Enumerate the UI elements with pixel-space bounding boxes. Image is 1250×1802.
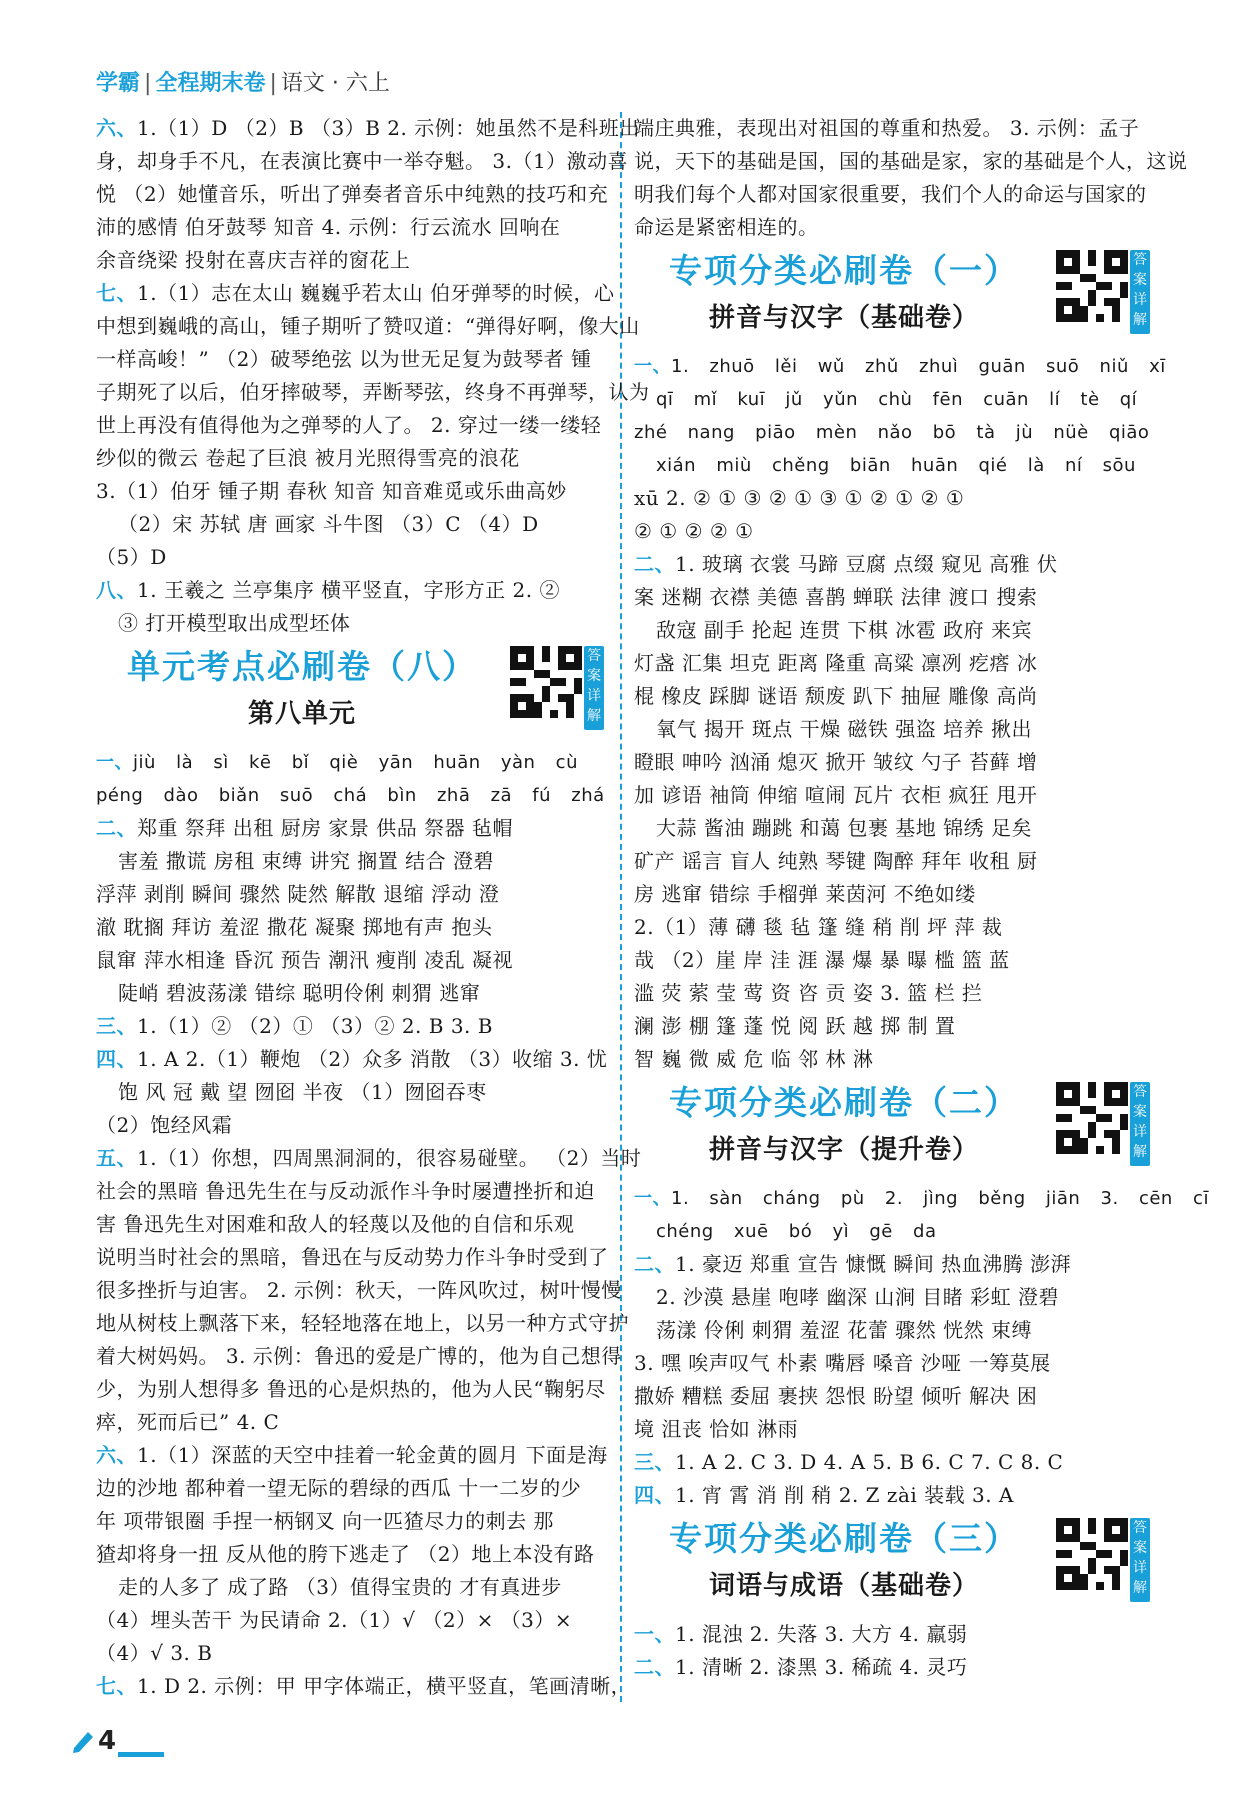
answer-line [96,1439,608,1472]
answer-text: 饱 风 冠 戴 望 囫囵 半夜 （1）囫囵吞枣 [118,1080,487,1104]
answer-text: 端庄典雅，表现出对祖国的尊重和热爱。 3. 示例：孟子 [634,116,1140,140]
question-number: 五、 [96,1146,137,1170]
section-subtitle: 拼音与汉字（提升卷） [708,1135,979,1165]
answer-line [634,878,1154,911]
brand-name: 学霸 [96,71,141,96]
answer-line [96,244,608,277]
answer-text: 3.（1）伯牙 锺子期 春秋 知音 知音难觅或乐曲高妙 [96,479,567,503]
answer-text: 境 沮丧 恰如 淋雨 [634,1417,799,1441]
answer-text: 悦 （2）她懂音乐，听出了弹奏者音乐中纯熟的技巧和充 [96,182,609,206]
answer-line [96,1109,608,1142]
question-number: 二、 [634,552,675,576]
answer-text: 1.（1）志在太山 巍巍乎若太山 伯牙弹琴的时候，心 [137,281,615,305]
answer-line [96,178,608,211]
answer-detail-tag: 答 案 详 解 [1130,250,1150,334]
qr-code-icon[interactable] [1056,1518,1128,1590]
answer-line [634,515,1154,548]
answer-text: 澈 耽搁 拜访 羞涩 撒花 凝聚 掷地有声 抱头 [96,915,493,939]
section-answers [634,1618,1154,1684]
answer-text: 世上再没有值得他为之弹琴的人了。 2. 穿过一缕一缕轻 [96,413,602,437]
answer-text: 地从树枝上飘落下来，轻轻地落在地上，以另一种方式守护 [96,1311,629,1335]
answer-line [96,1043,608,1076]
answer-text: 2.（1）薄 礴 毯 毡 篷 缝 稍 削 坪 萍 裁 [634,915,1003,939]
answer-text: 命运是紧密相连的。 [634,215,819,239]
answer-text: 害羞 撒谎 房租 束缚 讲究 搁置 结合 澄碧 [118,849,495,873]
answer-line [96,112,640,145]
left-column [96,112,650,1703]
answer-text: 社会的黑暗 鲁迅先生在与反动派作斗争时屡遭挫折和迫 [96,1179,595,1203]
answer-text: 荡漾 伶俐 刺猬 羞涩 花蕾 骤然 恍然 束缚 [656,1318,1033,1342]
question-number: 二、 [634,1655,675,1679]
answer-text: 敌寇 副手 抡起 连贯 下棋 冰雹 政府 来宾 [656,618,1033,642]
answer-text: 子期死了以后，伯牙摔破琴，弄断琴弦，终身不再弹琴，认为 [96,380,650,404]
answer-text: 1. zhuō lěi wǔ zhǔ zhuì guān suō niǔ xī [671,356,1166,377]
answer-line [634,1479,1154,1512]
right-sections [634,250,1209,1684]
answer-line [634,1380,1154,1413]
question-number: 六、 [96,116,137,140]
answer-line [634,1215,1154,1248]
answer-line [96,1076,608,1109]
answer-line [96,442,608,475]
question-number: 七、 [96,1674,137,1698]
answer-text: ② ① ② ② ① [634,519,754,543]
answer-text: 2. 沙漠 悬崖 咆哮 幽深 山涧 目睹 彩虹 澄碧 [656,1285,1059,1309]
answer-line [634,647,1154,680]
answer-line [634,416,1154,449]
answer-text: 余音绕梁 投射在喜庆吉祥的窗花上 [96,248,411,272]
answer-text: 一样高峻！” （2）破琴绝弦 以为世无足复为鼓琴者 锺 [96,347,592,371]
answer-line [96,145,629,178]
right-answers-top [634,112,1188,244]
answer-text: 中想到巍峨的高山，锺子期听了赞叹道：“弹得好啊，像大山 [96,314,640,338]
answer-line [634,581,1154,614]
left-answers-top [96,112,650,640]
answer-text: 澜 澎 棚 篷 蓬 悦 阅 跃 越 掷 制 置 [634,1014,956,1038]
answer-text: 1. A 2.（1）鞭炮 （2）众多 消散 （3）收缩 3. 忧 [137,1047,608,1071]
left-section-header [96,646,608,742]
answer-line [634,1182,1209,1215]
answer-text: （4）√ 3. B [96,1641,213,1665]
question-number: 一、 [634,1188,671,1209]
section-header [634,1082,1154,1178]
answer-line [634,1413,1154,1446]
section-subtitle: 词语与成语（基础卷） [708,1571,979,1601]
section-subtitle: 第八单元 [247,699,356,729]
question-number: 二、 [634,1252,675,1276]
header-separator: | [144,71,152,96]
answer-text: 鼠窜 萍水相逢 昏沉 预告 潮汛 瘦削 凌乱 凝视 [96,948,514,972]
answer-text: 着大树妈妈。 3. 示例：鲁迅的爱是广博的，他为自己想得 [96,1344,622,1368]
series-name: 全程期末卷 [155,71,266,96]
answer-line [634,1347,1154,1380]
answer-line [634,350,1166,383]
section-title: 专项分类必刷卷（三） [669,1519,1019,1558]
answer-line [634,1314,1154,1347]
answer-line [96,475,608,508]
answer-line [634,1446,1154,1479]
answer-text: 1. 豪迈 郑重 宣告 慷慨 瞬间 热血沸腾 澎湃 [675,1252,1072,1276]
section-title: 专项分类必刷卷（二） [669,1083,1019,1122]
column-divider [620,112,622,1702]
answer-text: zhé nang piāo mèn nǎo bō tà jù nüè qiāo [634,422,1150,443]
answer-text: 大蒜 酱油 蹦跳 和蔼 包裹 基地 锦绣 足矣 [656,816,1033,840]
answer-text: 1. 玻璃 衣裳 马蹄 豆腐 点缀 窥见 高雅 伏 [675,552,1058,576]
pencil-icon [70,1728,96,1754]
answer-line [96,508,608,541]
answer-line [634,1651,1154,1684]
answer-text: 房 逃窜 错综 手榴弹 莱茵河 不绝如缕 [634,882,976,906]
answer-text: qī mǐ kuī jǔ yǔn chù fēn cuān lí tè qí [656,389,1138,410]
answer-line [96,878,608,911]
answer-text: 哉 （2）崖 岸 洼 涯 瀑 爆 暴 曝 槛 篮 蓝 [634,948,1010,972]
answer-line [96,574,608,607]
answer-text: 年 项带银圈 手捏一柄钢叉 向一匹猹尽力的刺去 那 [96,1509,554,1533]
header-separator: | [269,71,277,96]
answer-text: 智 巍 微 威 危 临 邻 林 淋 [634,1047,874,1071]
answer-text: 案 迷糊 衣襟 美德 喜鹊 蝉联 法律 渡口 搜索 [634,585,1038,609]
answer-line [96,1274,622,1307]
section-subtitle: 拼音与汉字（基础卷） [708,303,979,333]
question-number: 八、 [96,578,137,602]
answer-line [634,713,1154,746]
answer-line [96,277,615,310]
answer-line [96,1010,608,1043]
answer-text: jiù là sì kē bǐ qiè yān huān yàn cù [133,752,578,773]
answer-text: 瘁，死而后已” 4. C [96,1410,280,1434]
answer-text: 明我们每个人都对国家很重要，我们个人的命运与国家的 [634,182,1147,206]
answer-line [96,1307,629,1340]
answer-line [96,1637,608,1670]
answer-text: 身，却身手不凡，在表演比赛中一举夺魁。 3.（1）激动喜 [96,149,629,173]
answer-text: 矿产 谣言 盲人 纯熟 琴键 陶醉 拜年 收租 厨 [634,849,1038,873]
question-number: 二、 [96,816,137,840]
answer-text: 灯盏 汇集 坦克 距离 隆重 高粱 凛冽 疙瘩 冰 [634,651,1038,675]
answer-line [96,1406,608,1439]
answer-line [634,449,1154,482]
answer-detail-tag: 答 案 详 解 [584,646,604,730]
answer-text: （2）饱经风霜 [96,1113,233,1137]
answer-line [96,376,650,409]
question-number: 三、 [634,1450,675,1474]
answer-text: 1.（1）你想，四周黑洞洞的，很容易碰壁。 （2）当时 [137,1146,642,1170]
answer-text: chéng xuē bó yì gē da [656,1221,937,1242]
section-answers [634,1182,1209,1512]
answer-line [96,1208,608,1241]
answer-detail-tag: 答 案 详 解 [1130,1082,1150,1166]
answer-text: 3. 嘿 唉声叹气 朴素 嘴唇 嗓音 沙哑 一筹莫展 [634,1351,1051,1375]
answer-text: （2）宋 苏轼 唐 画家 斗牛图 （3）C （4）D [118,512,539,536]
answer-line [96,812,608,845]
answer-line [96,1472,608,1505]
answer-line [634,845,1154,878]
answer-line [96,1175,608,1208]
right-column [634,112,1209,1684]
answer-text: 1. D 2. 示例：甲 甲字体端正，横平竖直，笔画清晰， [137,1674,632,1698]
question-number: 四、 [96,1047,137,1071]
answer-text: 走的人多了 成了路 （3）值得宝贵的 才有真进步 [118,1575,562,1599]
page-header [96,66,390,97]
answer-text: ③ 打开模型取出成型坯体 [118,611,351,635]
answer-line [96,1373,608,1406]
answer-line [96,1571,608,1604]
answer-line [634,1248,1154,1281]
page-number: 4 [98,1726,117,1756]
question-number: 七、 [96,281,137,305]
answer-line [96,1505,608,1538]
subject-label: 语文 · 六上 [280,71,390,96]
answer-line [96,1538,608,1571]
answer-text: 1.（1）D （2）B （3）B 2. 示例：她虽然不是科班出 [137,116,640,140]
answer-line [634,1043,1154,1076]
qr-code-icon[interactable] [1056,250,1128,322]
answer-line [96,1241,608,1274]
question-number: 一、 [634,356,671,377]
answer-line [634,548,1154,581]
section-header [634,250,1154,346]
answer-line [96,977,608,1010]
answer-line [96,607,608,640]
left-answers-bottom [96,746,642,1703]
answer-line [634,1281,1154,1314]
answer-text: 纱似的微云 卷起了巨浪 被月光照得雪亮的浪花 [96,446,520,470]
answer-text: 边的沙地 都种着一望无际的碧绿的西瓜 十一二岁的少 [96,1476,582,1500]
answer-text: 1. sàn cháng pù 2. jìng běng jiān 3. cēn cī [671,1188,1209,1209]
answer-text: 1. 清晰 2. 漆黑 3. 稀疏 4. 灵巧 [675,1655,968,1679]
answer-line [96,1604,608,1637]
answer-line [96,1142,642,1175]
answer-text: （4）埋头苦干 为民请命 2.（1）√ （2）× （3）× [96,1608,573,1632]
answer-text: xián miù chěng biān huān qié là ní sōu [656,455,1136,476]
answer-line [96,1670,632,1703]
question-number: 一、 [96,752,133,773]
answer-line [634,178,1154,211]
question-number: 一、 [634,1622,675,1646]
answer-text: 1. A 2. C 3. D 4. A 5. B 6. C 7. C 8. C [675,1450,1064,1474]
answer-line [96,310,640,343]
answer-text: 1. 宵 霄 消 削 稍 2. Z zài 装载 3. A [675,1483,1014,1507]
answer-text: 1. 王羲之 兰亭集序 横平竖直，字形方正 2. ② [137,578,560,602]
answer-text: 郑重 祭拜 出租 厨房 家景 供品 祭器 毡帽 [137,816,514,840]
answer-text: 棍 橡皮 踩脚 谜语 颓废 趴下 抽屉 雕像 高尚 [634,684,1038,708]
answer-text: 瞪眼 呻吟 汹涌 熄灭 掀开 皱纹 勺子 苔藓 增 [634,750,1038,774]
answer-line [634,977,1154,1010]
answer-line [96,779,608,812]
answer-line [634,746,1154,779]
answer-text: péng dào biǎn suō chá bìn zhā zā fú zhá [96,785,605,806]
answer-line [634,211,1154,244]
answer-line [96,911,608,944]
section-header [634,1518,1154,1614]
question-number: 四、 [634,1483,675,1507]
section-title: 单元考点必刷卷（八） [127,647,477,686]
page-number-underline [118,1752,164,1757]
answer-text: 撒娇 糟糕 委屈 裹挟 怨恨 盼望 倾听 解决 困 [634,1384,1038,1408]
answer-text: 陡峭 碧波荡漾 错综 聪明伶俐 刺猬 逃窜 [118,981,481,1005]
answer-text: 沛的感情 伯牙鼓琴 知音 4. 示例：行云流水 回响在 [96,215,561,239]
answer-line [634,614,1154,647]
answer-line [634,944,1154,977]
answer-detail-tag: 答 案 详 解 [1130,1518,1150,1602]
answer-line [96,1340,622,1373]
answer-line [634,145,1188,178]
answer-text: 1.（1）深蓝的天空中挂着一轮金黄的圆月 下面是海 [137,1443,608,1467]
answer-line [96,409,608,442]
answer-line [96,944,608,977]
answer-text: （5）D [96,545,167,569]
answer-text: 猹却将身一扭 反从他的胯下逃走了 （2）地上本没有路 [96,1542,595,1566]
answer-line [96,343,608,376]
answer-text: 1.（1）② （2）① （3）② 2. B 3. B [137,1014,493,1038]
answer-line [634,1010,1154,1043]
answer-text: xū 2. ② ① ③ ② ① ③ ① ② ① ② ① [634,486,965,510]
answer-line [96,211,608,244]
qr-code-icon[interactable] [510,646,582,718]
answer-text: 加 谚语 袖筒 伸缩 喧闹 瓦片 衣柜 疯狂 甩开 [634,783,1038,807]
question-number: 三、 [96,1014,137,1038]
answer-line [634,812,1154,845]
qr-code-icon[interactable] [1056,1082,1128,1154]
answer-line [634,383,1154,416]
answer-line [634,482,1154,515]
answer-text: 浮萍 剥削 瞬间 骤然 陡然 解散 退缩 浮动 澄 [96,882,500,906]
answer-line [634,1618,1154,1651]
answer-text: 滥 荧 萦 莹 莺 资 咨 贡 姿 3. 篮 栏 拦 [634,981,983,1005]
answer-text: 1. 混浊 2. 失落 3. 大方 4. 羸弱 [675,1622,968,1646]
section-answers [634,350,1166,1076]
section-title: 专项分类必刷卷（一） [669,251,1019,290]
answer-line [634,911,1154,944]
answer-line [634,779,1154,812]
answer-text: 氧气 揭开 斑点 干燥 磁铁 强盗 培养 揪出 [656,717,1033,741]
answer-text: 说明当时社会的黑暗，鲁迅在与反动势力作斗争时受到了 [96,1245,609,1269]
answer-line [634,680,1154,713]
question-number: 六、 [96,1443,137,1467]
answer-text: 很多挫折与迫害。 2. 示例：秋天，一阵风吹过，树叶慢慢 [96,1278,622,1302]
answer-line [96,746,608,779]
answer-text: 少，为别人想得多 鲁迅的心是炽热的，他为人民“鞠躬尽 [96,1377,606,1401]
answer-line [634,112,1154,145]
answer-line [96,845,608,878]
answer-text: 说，天下的基础是国，国的基础是家，家的基础是个人，这说 [634,149,1188,173]
answer-line [96,541,608,574]
answer-text: 害 鲁迅先生对困难和敌人的轻蔑以及他的自信和乐观 [96,1212,575,1236]
